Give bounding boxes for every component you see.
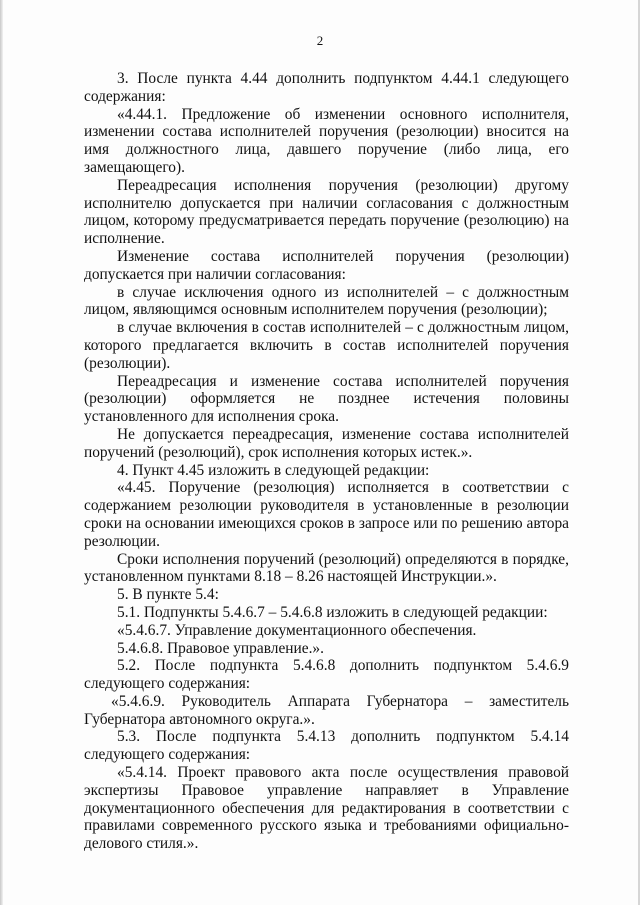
document-body: [84, 70, 569, 853]
paragraph-5-4-6-9: «5.4.6.9. Руководитель Аппарата Губернатора – заместитель Губернатора автономного округа.».: [84, 692, 569, 728]
paragraph-4-44-1: «4.44.1. Предложение об изменении основного исполнителя, изменении состава исполнителей поручения (резолюции) вносится на имя должностного лица, давшего поручение (либо лица, его замещающего).: [84, 105, 569, 176]
paragraph-4-45: «4.45. Поручение (резолюция) исполняется в соответствии с содержанием резолюции руководителя в установленные в резолюции сроки на основании имеющихся сроков в запросе или по решению автора резолюции.: [84, 479, 569, 550]
paragraph-inclusion: в случае включения в состав исполнителей – с должностным лицом, которого предлагается включить в состав исполнителей поручения (резолюции).: [84, 319, 569, 372]
paragraph-exclusion: в случае исключения одного из исполнителей – с должностным лицом, являющимся основным исполнителем поручения (резолюции);: [84, 283, 569, 319]
paragraph-composition-change: Изменение состава исполнителей поручения (резолюции) допускается при наличии согласования:: [84, 247, 569, 283]
paragraph-item-3: 3. После пункта 4.44 дополнить подпунктом 4.44.1 следующего содержания:: [84, 70, 569, 105]
paragraph-deadlines: Сроки исполнения поручений (резолюций) определяются в порядке, установленном пунктами 8.18 – 8.26 настоящей Инструкции.».: [84, 550, 569, 586]
page-number: 2: [316, 33, 324, 48]
paragraph-prohibition: Не допускается переадресация, изменение состава исполнителей поручений (резолюций), срок исполнения которых истек.».: [84, 425, 569, 461]
paragraph-5-4-6-7: «5.4.6.7. Управление документационного обеспечения.: [117, 621, 477, 639]
paragraph-item-5: 5. В пункте 5.4:: [117, 586, 219, 604]
scan-edge-left: [0, 0, 3, 905]
paragraph-readdressing: Переадресация исполнения поручения (резолюции) другому исполнителю допускается при наличии согласования с должностным лицом, которому предусматривается передать поручение (резолюцию) на исполнение.: [84, 176, 569, 248]
paragraph-5-4-14: «5.4.14. Проект правового акта после осуществления правовой экспертизы Правовое управление направляет в Управление документационного обеспечения для редактирования в соответствии с правилами современного русского языка и требованиями официально-делового стиля.».: [84, 764, 569, 853]
paragraph-5-1: 5.1. Подпункты 5.4.6.7 – 5.4.6.8 изложить в следующей редакции:: [117, 603, 548, 621]
paragraph-5-4-6-8: 5.4.6.8. Правовое управление.».: [117, 639, 324, 657]
paragraph-formalization: Переадресация и изменение состава исполнителей поручения (резолюции) оформляется не позднее истечения половины установленного для исполнения срока.: [84, 372, 569, 426]
paragraph-5-3: 5.3. После подпункта 5.4.13 дополнить подпунктом 5.4.14 следующего содержания:: [84, 728, 569, 764]
paragraph-item-4: 4. Пункт 4.45 изложить в следующей редакции:: [117, 461, 430, 479]
paragraph-5-2: 5.2. После подпункта 5.4.6.8 дополнить подпунктом 5.4.6.9 следующего содержания:: [84, 657, 569, 693]
